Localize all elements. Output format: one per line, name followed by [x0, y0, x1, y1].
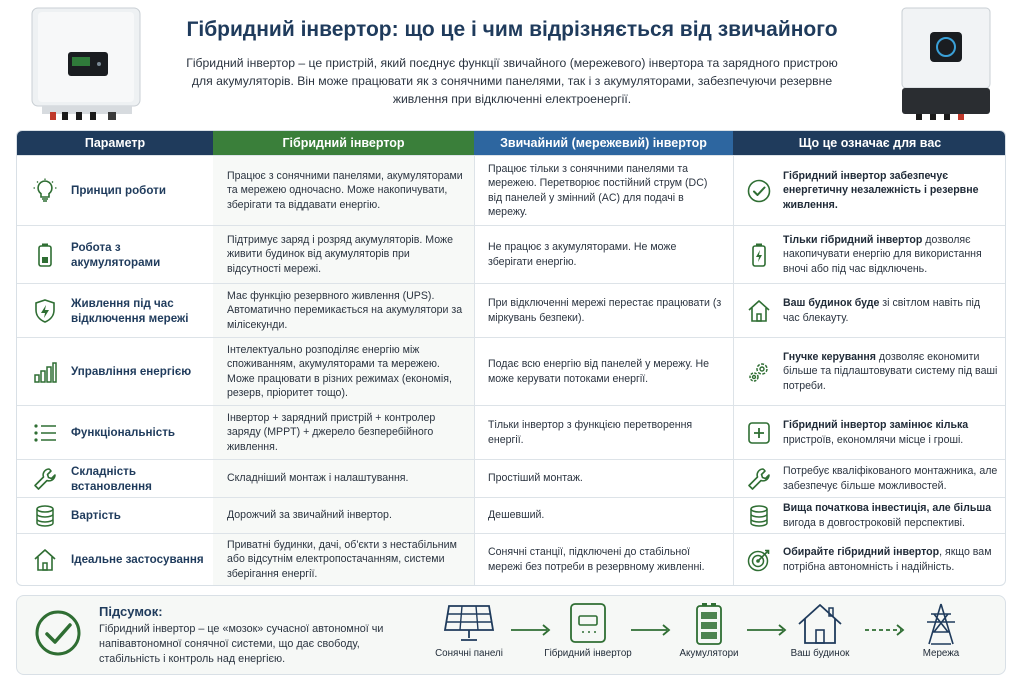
regular-cell: [474, 226, 733, 283]
param-cell: [17, 460, 213, 497]
check-circle-icon: [745, 177, 773, 205]
hero: [0, 0, 1024, 128]
hybrid-inverter-right-image: [896, 6, 996, 122]
param-label: Робота з акумуляторами: [71, 240, 161, 269]
hybrid-inverter-left-image: [28, 6, 146, 122]
power-tower-icon: [893, 602, 989, 646]
meaning-cell: [733, 284, 1006, 337]
coins-icon: [745, 502, 773, 530]
param-cell: [17, 156, 213, 225]
battery-icon: [31, 241, 59, 269]
header-param: Параметр: [17, 131, 213, 155]
summary-text: Гібридний інвертор – це «мозок» сучасної автономної чи напівавтономної сонячної системи, що дає свободу, стабільність і контроль над енергією.: [99, 623, 384, 665]
regular-text: Простіший монтаж.: [488, 472, 583, 485]
param-label: Складність встановлення: [71, 464, 152, 493]
meaning-bold: Вища початкова інвестиція, але більша: [783, 502, 992, 514]
house-icon: [745, 297, 773, 325]
page-title: Гібридний інвертор: що це і чим відрізняється від звичайного: [186, 18, 838, 41]
table-row: [17, 155, 1005, 225]
param-cell: [17, 406, 213, 459]
meaning-rest: дозволяє накопичувати енергію для використання вночі або під час відключень.: [783, 233, 982, 275]
meaning-cell: [733, 156, 1006, 225]
param-label: Управління енергією: [71, 365, 192, 378]
summary-title: Підсумок:: [99, 604, 163, 619]
regular-cell: [474, 284, 733, 337]
meaning-bold: Гібридний інвертор забезпечує енергетичну незалежність і резервне живлення.: [783, 169, 979, 211]
meaning-cell: [733, 460, 1006, 497]
hybrid-text: Має функцію резервного живлення (UPS). Автоматично перемикається на акумулятори за мілісекунди.: [227, 289, 463, 331]
param-cell: [17, 226, 213, 283]
coins-icon: [31, 502, 59, 530]
lightbulb-icon: [31, 177, 59, 205]
meaning-text: [783, 545, 999, 574]
table-row: [17, 459, 1005, 497]
meaning-text: [783, 418, 999, 447]
intro-text: Гібридний інвертор – це пристрій, який поєднує функції звичайного (мережевого) інвертора та зарядного пристрою для акумуляторів. Він може працювати як з сонячними панелями, так і з акумуляторами, забезпечуючи резервне живлення при відключенні електроенергії.: [186, 56, 838, 106]
hybrid-cell: [213, 534, 474, 585]
regular-cell: [474, 498, 733, 533]
hybrid-cell: [213, 338, 474, 405]
hybrid-cell: [213, 226, 474, 283]
meaning-bold: Тільки гібридний інвертор: [783, 233, 923, 246]
param-label: Вартість: [71, 509, 121, 522]
meaning-cell: [733, 226, 1006, 283]
hybrid-cell: [213, 284, 474, 337]
regular-cell: [474, 460, 733, 497]
regular-cell: [474, 406, 733, 459]
meaning-bold: Гібридний інвертор замінює кілька: [783, 419, 969, 431]
meaning-text: [783, 296, 999, 325]
param-label: Ідеальне застосування: [71, 553, 204, 566]
meaning-cell: [733, 338, 1006, 405]
header-hybrid: Гібридний інвертор: [213, 131, 474, 155]
flow-step-label: Ваш будинок: [790, 648, 850, 659]
gears-icon: [745, 358, 773, 386]
target-icon: [745, 546, 773, 574]
arrow-right-icon: [863, 620, 907, 640]
regular-cell: [474, 338, 733, 405]
table-header: [17, 131, 1005, 155]
comparison-table: [16, 130, 1006, 586]
flow-step-label: Мережа: [922, 648, 960, 659]
regular-text: Дешевший.: [488, 509, 545, 522]
meaning-cell: [733, 498, 1006, 533]
param-cell: [17, 338, 213, 405]
bar-chart-icon: [31, 358, 59, 386]
table-row: [17, 497, 1005, 533]
hybrid-cell: [213, 406, 474, 459]
hybrid-text: Складніший монтаж і налаштування.: [227, 472, 409, 485]
hybrid-text: Працює з сонячними панелями, акумуляторами та мережею одночасно. Може накопичувати, зберігати та віддавати енергію.: [227, 169, 463, 211]
flow-step: [893, 602, 989, 672]
meaning-cell: [733, 534, 1006, 585]
meaning-rest: Потребує кваліфікованого монтажника, але забезпечує більше можливостей.: [783, 465, 998, 492]
hybrid-text: Приватні будинки, дачі, об'єкти з нестабільним або відсутнім електропостачанням, системи зберігання енергії.: [227, 538, 457, 580]
wrench-icon: [745, 465, 773, 493]
meaning-rest: пристроїв, економлячи місце і гроші.: [783, 433, 964, 446]
plus-square-icon: [745, 419, 773, 447]
table-row: [17, 337, 1005, 405]
hybrid-cell: [213, 156, 474, 225]
meaning-rest: зі світлом навіть під час блекауту.: [783, 297, 981, 324]
regular-text: Тільки інвертор з функцією перетворення енергії.: [488, 419, 693, 446]
table-row: [17, 533, 1005, 585]
regular-text: Подає всю енергію від панелей у мережу. Не може керувати потоками енергії.: [488, 358, 710, 385]
shield-bolt-icon: [31, 297, 59, 325]
list-icon: [31, 419, 59, 447]
wrench-icon: [31, 465, 59, 493]
param-label: Живлення під час відключення мережі: [71, 296, 189, 325]
table-row: [17, 283, 1005, 337]
regular-text: Не працює з акумуляторами. Не може зберігати енергію.: [488, 241, 677, 268]
meaning-cell: [733, 406, 1006, 459]
hybrid-cell: [213, 498, 474, 533]
check-circle-icon: [33, 608, 83, 658]
meaning-bold: Гнучке керування: [783, 350, 876, 363]
regular-cell: [474, 534, 733, 585]
header-regular: Звичайний (мережевий) інвертор: [474, 131, 733, 155]
flow-step-label: Гібридний інвертор: [544, 648, 632, 659]
meaning-text: [783, 501, 999, 530]
hybrid-text: Дорожчий за звичайний інвертор.: [227, 509, 392, 522]
param-label: Функціональність: [71, 426, 175, 439]
meaning-bold: Обирайте гібридний інвертор: [783, 546, 940, 558]
meaning-rest: , якщо вам потрібна автономність і надійність.: [783, 546, 992, 573]
meaning-text: [783, 233, 999, 277]
hybrid-text: Інтелектуально розподіляє енергію між споживанням, акумуляторами та мережею. Може працювати в різних режимах (економія, резерв, пріоритет тощо).: [227, 343, 452, 399]
hybrid-cell: [213, 460, 474, 497]
summary-box: [16, 595, 1006, 675]
meaning-bold: Ваш будинок буде: [783, 297, 880, 309]
meaning-text: [783, 464, 999, 493]
regular-text: Працює тільки з сонячними панелями та мережею. Перетворює постійний струм (DC) від панелей у змінний (AC) для подачі в мережу.: [488, 162, 708, 218]
regular-cell: [474, 156, 733, 225]
arrow-right-icon: [745, 620, 789, 640]
table-row: [17, 225, 1005, 283]
flow-step-label: Акумулятори: [679, 648, 739, 659]
param-label: Принцип роботи: [71, 184, 166, 197]
house-icon: [31, 546, 59, 574]
flow-step-label: Сонячні панелі: [435, 648, 503, 659]
param-cell: [17, 284, 213, 337]
param-cell: [17, 498, 213, 533]
table-row: [17, 405, 1005, 459]
header-meaning: Що це означає для вас: [733, 131, 1006, 155]
arrow-right-icon: [509, 620, 553, 640]
battery-bolt-icon: [745, 241, 773, 269]
meaning-text: [783, 350, 999, 394]
meaning-rest: дозволяє економити більше та підлаштовувати систему під ваші потреби.: [783, 350, 998, 392]
regular-text: При відключенні мережі перестає працювати (з міркувань безпеки).: [488, 297, 722, 324]
hybrid-text: Інвертор + зарядний пристрій + контролер заряду (MPPT) + джерело безперебійного живлення.: [227, 411, 436, 453]
param-cell: [17, 534, 213, 585]
regular-text: Сонячні станції, підключені до стабільної мережі без потреби в резервному живленні.: [488, 546, 705, 573]
hybrid-text: Підтримує заряд і розряд акумуляторів. Може живити будинок від акумуляторів при відсутності мережі.: [227, 233, 453, 275]
meaning-rest: вигода в довгостроковій перспективі.: [783, 516, 965, 529]
meaning-text: [783, 169, 999, 213]
arrow-right-icon: [629, 620, 673, 640]
